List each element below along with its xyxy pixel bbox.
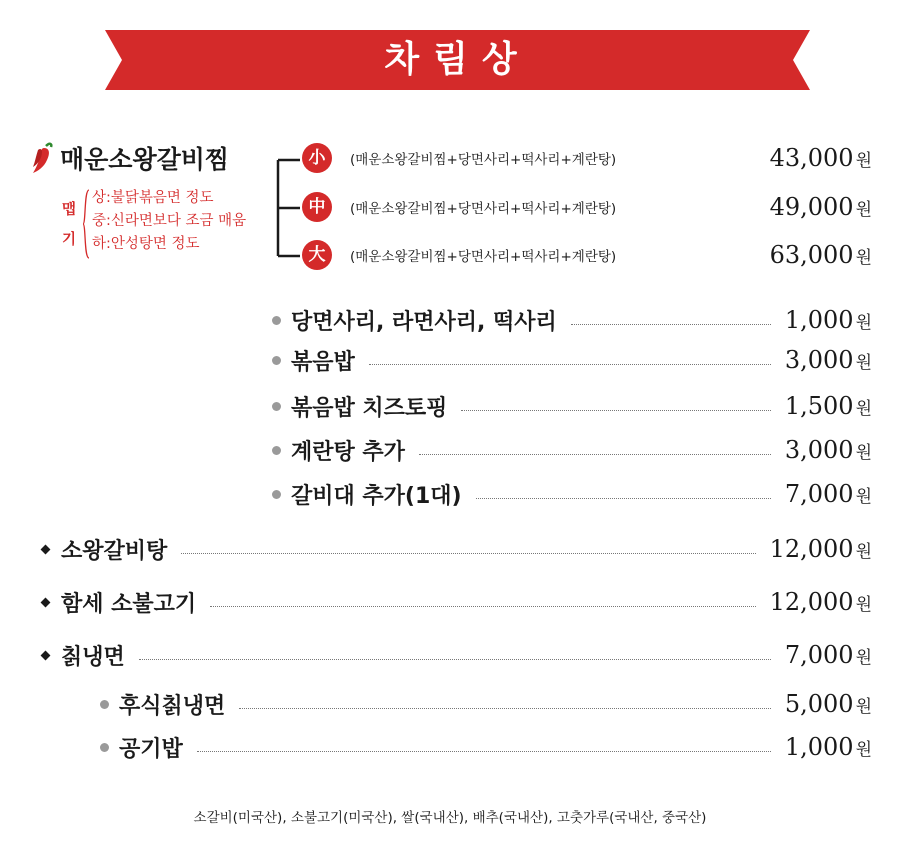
menu-name: 소왕갈비탕: [61, 538, 168, 564]
size-price: 49,000 원: [769, 193, 872, 221]
bullet-dot-icon: [272, 446, 281, 455]
size-badge-medium: 中: [302, 192, 332, 222]
spice-label: 맵기: [61, 202, 76, 248]
page-title: 차림상: [384, 39, 531, 80]
origin-note: 소갈비(미국산), 소불고기(미국산), 쌀(국내산), 배추(국내산), 고춧가루(국내산, 중국산): [193, 810, 707, 826]
bullet-diamond-icon: [41, 650, 51, 660]
option-row: [272, 432, 872, 468]
option-name: 갈비대 추가(1대): [291, 483, 462, 509]
main-item-name: 매운소왕갈비찜: [60, 145, 230, 174]
sub-menu-price: 5,000 원: [784, 690, 872, 718]
dotted-leader: [571, 324, 771, 325]
menu-row: [40, 637, 872, 673]
menu-price: 12,000 원: [769, 588, 872, 616]
bullet-dot-icon: [272, 402, 281, 411]
dotted-leader: [476, 498, 771, 499]
option-price: 3,000 원: [784, 436, 872, 464]
option-price: 1,000 원: [784, 306, 872, 334]
dotted-leader: [419, 454, 771, 455]
size-price: 63,000 원: [769, 241, 872, 269]
size-row-small: [302, 143, 872, 173]
option-row: [272, 342, 872, 378]
option-name: 계란탕 추가: [291, 439, 405, 465]
sub-menu-row: [100, 686, 872, 722]
bullet-dot-icon: [272, 356, 281, 365]
dotted-leader: [210, 606, 755, 607]
bullet-dot-icon: [272, 490, 281, 499]
dotted-leader: [139, 659, 771, 660]
sub-menu-row: [100, 729, 872, 765]
title-banner: [105, 30, 810, 90]
sub-menu-price: 1,000 원: [784, 733, 872, 761]
sub-menu-name: 공기밥: [119, 736, 183, 762]
spice-level-low: 하:안성탕면 정도: [92, 236, 200, 252]
dotted-leader: [239, 708, 771, 709]
bullet-dot-icon: [100, 743, 109, 752]
size-price: 43,000 원: [769, 144, 872, 172]
bullet-dot-icon: [272, 316, 281, 325]
bullet-diamond-icon: [41, 597, 51, 607]
size-badge-large: 大: [302, 240, 332, 270]
option-price: 7,000 원: [784, 480, 872, 508]
menu-row: [40, 584, 872, 620]
menu-row: [40, 531, 872, 567]
option-row: [272, 302, 872, 338]
bullet-diamond-icon: [41, 544, 51, 554]
spice-level-high: 상:불닭볶음면 정도: [92, 190, 214, 206]
spice-level-mid: 중:신라면보다 조금 매움: [92, 213, 247, 229]
dotted-leader: [197, 751, 771, 752]
dotted-leader: [461, 410, 770, 411]
size-description: (매운소왕갈비찜+당면사리+떡사리+계란탕): [350, 152, 617, 168]
dotted-leader: [181, 553, 755, 554]
size-row-large: [302, 240, 872, 270]
option-name: 볶음밥: [291, 349, 355, 375]
option-row: [272, 388, 872, 424]
menu-name: 칡냉면: [61, 644, 125, 670]
option-row: [272, 476, 872, 512]
size-badge-small: 小: [302, 143, 332, 173]
chili-pepper-icon: [30, 140, 56, 176]
menu-name: 함세 소불고기: [61, 591, 197, 617]
bullet-dot-icon: [100, 700, 109, 709]
option-price: 3,000 원: [784, 346, 872, 374]
size-description: (매운소왕갈비찜+당면사리+떡사리+계란탕): [350, 201, 617, 217]
option-name: 당면사리, 라면사리, 떡사리: [291, 309, 557, 335]
spice-bracket: [82, 189, 90, 259]
menu-price: 7,000 원: [784, 641, 872, 669]
option-price: 1,500 원: [784, 392, 872, 420]
main-item-title: [30, 140, 229, 176]
sub-menu-name: 후식칡냉면: [119, 693, 226, 719]
size-tree-connector: [276, 158, 304, 258]
dotted-leader: [369, 364, 771, 365]
menu-price: 12,000 원: [769, 535, 872, 563]
size-row-medium: [302, 192, 872, 222]
size-description: (매운소왕갈비찜+당면사리+떡사리+계란탕): [350, 249, 617, 265]
option-name: 볶음밥 치즈토핑: [291, 395, 448, 421]
